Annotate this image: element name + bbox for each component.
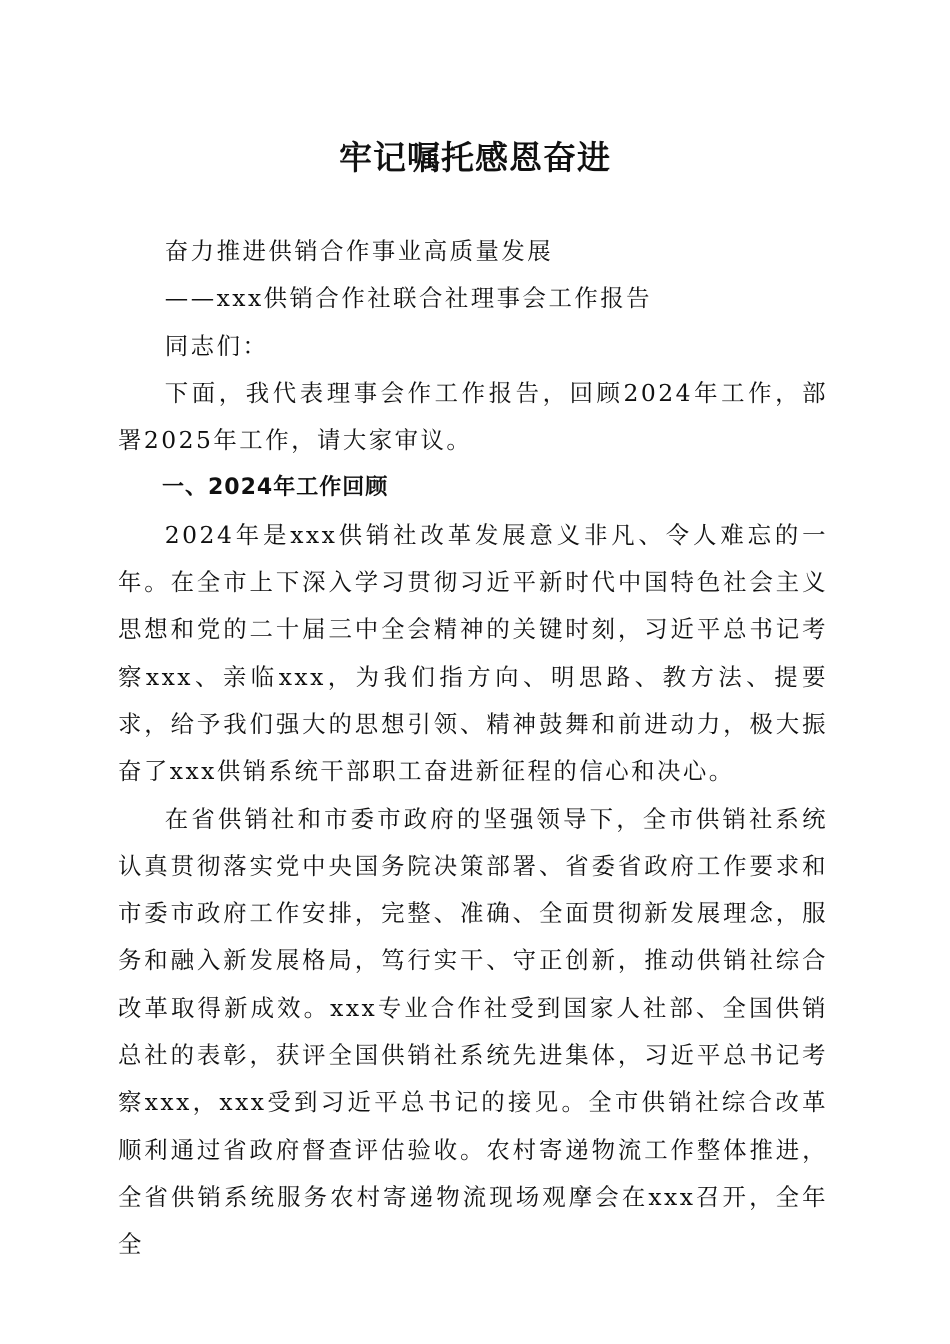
byline: ——xxx供销合作社联合社理事会工作报告 xyxy=(164,284,653,313)
paragraph: 在省供销社和市委市政府的坚强领导下，全市供销社系统认真贯彻落实党中央国务院决策部署、省委省政府工作要求和市委市政府工作安排，完整、准确、全面贯彻新发展理念，服务和融入新发展格局，笃行实干、守正创新，推动供销社综合改革取得新成效。xxx专业合作社受到国家人社部、全国供销总社的表彰，获评全国供销社系统先进集体，习近平总书记考察xxx，xxx受到习近平总书记的接见。全市供销社综合改革顺利通过省政府督查评估验收。农村寄递物流工作整体推进，全省供销系统服务农村寄递物流现场观摩会在xxx召开，全年全 xyxy=(118,804,828,1259)
salutation: 同志们： xyxy=(164,331,269,360)
document-title: 牢记嘱托感恩奋进 xyxy=(339,138,611,177)
section-heading: 一、2024年工作回顾 xyxy=(162,475,389,501)
document-body xyxy=(118,228,828,1269)
subtitle: 奋力推进供销合作事业高质量发展 xyxy=(164,237,554,265)
intro-paragraph: 下面，我代表理事会作工作报告，回顾2024年工作，部署2025年工作，请大家审议。 xyxy=(118,378,828,455)
paragraph: 2024年是xxx供销社改革发展意义非凡、令人难忘的一年。在全市上下深入学习贯彻习近平新时代中国特色社会主义思想和党的二十届三中全会精神的关键时刻，习近平总书记考察xxx、亲临xxx，为我们指方向、明思路、教方法、提要求，给予我们强大的思想引领、精神鼓舞和前进动力，极大振奋了xxx供销系统干部职工奋进新征程的信心和决心。 xyxy=(118,520,828,786)
